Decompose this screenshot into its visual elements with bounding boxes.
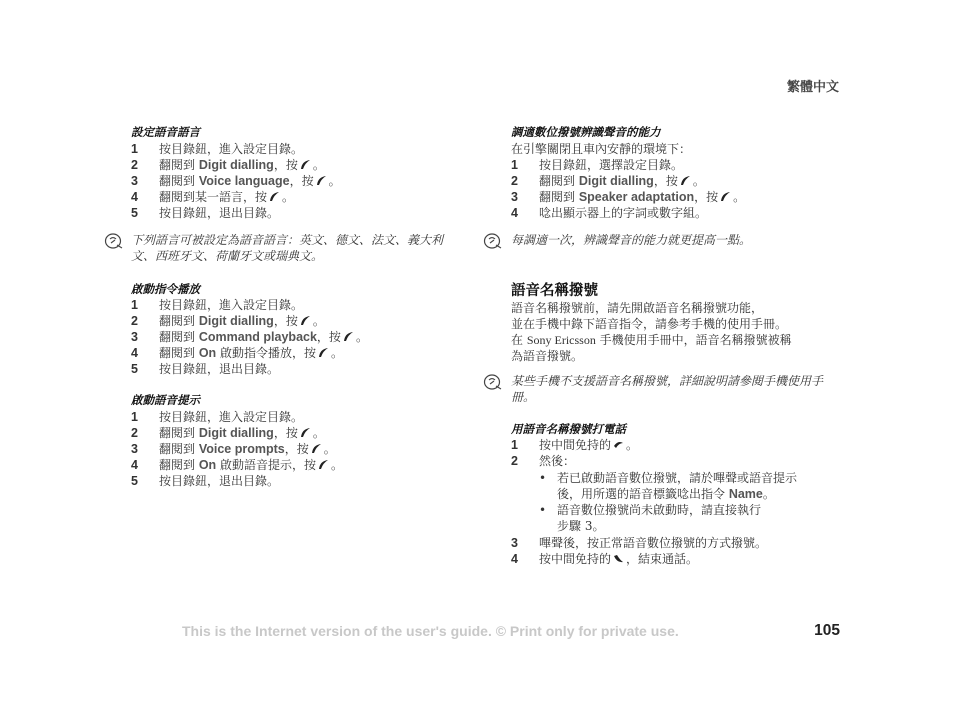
call-key-icon [299, 314, 312, 327]
bullet-item: • 語音數位撥號尚未啟動時，請直接執行 步驟 3。 [539, 503, 762, 533]
step-text: 翻閱到 Digit dialling，按 。 [539, 174, 705, 188]
list-item: 3 嗶聲後，按正常語音數位撥號的方式撥號。 [511, 536, 768, 550]
section-title-command-playback: 啟動指令播放 [131, 282, 200, 296]
section-title-voice-name-dialling: 語音名稱撥號 [511, 283, 598, 299]
section-title-voice-language: 設定語音語言 [131, 125, 200, 139]
note-adaptation: 每調適一次，辨識聲音的能力就更提高一點。 [511, 233, 752, 247]
step-number: 2 [511, 174, 518, 188]
voice-dial-para-line2: 並在手機中錄下語音指令，請參考手機的使用手冊。 [511, 317, 788, 331]
step-number: 3 [131, 330, 138, 344]
step-number: 5 [131, 206, 138, 220]
voice-dial-para-line1: 語音名稱撥號前，請先開啟語音名稱撥號功能， [511, 301, 764, 315]
end-call-icon [612, 552, 625, 565]
step-text: 按目錄鈕，退出目錄。 [159, 206, 280, 220]
list-item: 2 然後： [511, 454, 576, 468]
step-text: 翻閱到 Digit dialling，按 。 [159, 158, 325, 172]
note-languages: 下列語言可被設定為語音語言：英文、德文、法文、義大利文、西班牙文、荷蘭牙文或瑞典文。 [131, 233, 444, 263]
step-number: 2 [131, 314, 138, 328]
step-text: 按目錄鈕，進入設定目錄。 [159, 142, 304, 156]
step-number: 2 [131, 426, 138, 440]
step-text: 按目錄鈕，退出目錄。 [159, 474, 280, 488]
call-key-icon [317, 458, 330, 471]
intro-quiet-environment: 在引擎關閉且車內安靜的環境下： [511, 142, 692, 156]
list-item: 1 按中間免持的 。 [511, 438, 639, 452]
step-number: 5 [131, 362, 138, 376]
step-text: 翻閱到某一語言，按 。 [159, 190, 295, 204]
step-number: 3 [131, 442, 138, 456]
step-number: 2 [131, 158, 138, 172]
step-number: 1 [511, 158, 518, 172]
step-text: 翻閱到 Voice language，按 。 [159, 174, 341, 188]
step-text: 翻閱到 Command playback，按 。 [159, 330, 368, 344]
step-number: 3 [131, 174, 138, 188]
handsfree-icon [612, 438, 625, 451]
step-text: 按目錄鈕，進入設定目錄。 [159, 298, 304, 312]
step-text: 按目錄鈕，選擇設定目錄。 [539, 158, 684, 172]
step-number: 4 [131, 346, 138, 360]
section-title-voice-prompts: 啟動語音提示 [131, 393, 200, 407]
list-item: 4 按中間免持的 ，結束通話。 [511, 552, 699, 566]
call-key-icon [299, 426, 312, 439]
step-number: 4 [131, 190, 138, 204]
step-text: 翻閱到 Digit dialling，按 。 [159, 314, 325, 328]
call-key-icon [315, 174, 328, 187]
page-number: 105 [814, 622, 840, 639]
step-number: 4 [511, 206, 518, 220]
call-key-icon [342, 330, 355, 343]
call-key-icon [268, 190, 281, 203]
step-text: 翻閱到 On 啟動語音提示，按 。 [159, 458, 344, 472]
step-text: 按目錄鈕，進入設定目錄。 [159, 410, 304, 424]
step-text: 翻閱到 Digit dialling，按 。 [159, 426, 325, 440]
step-number: 1 [131, 410, 138, 424]
step-number: 1 [131, 142, 138, 156]
step-text: 唸出顯示器上的字詞或數字組。 [539, 206, 708, 220]
bullet-item: • 若已啟動語音數位撥號，請於嗶聲或語音提示 後，用所選的語音標籤唸出指令 Name。 [539, 471, 798, 501]
call-key-icon [679, 174, 692, 187]
step-text: 翻閱到 On 啟動指令播放，按 。 [159, 346, 344, 360]
step-text: 翻閱到 Speaker adaptation，按 。 [539, 190, 746, 204]
step-text: 翻閱到 Voice prompts，按 。 [159, 442, 336, 456]
step-number: 1 [131, 298, 138, 312]
note-icon [104, 232, 124, 250]
footer-notice: This is the Internet version of the user's guide. © Print only for private use. [182, 623, 679, 639]
section-title-speaker-adaptation: 調適數位撥號辨識聲音的能力 [511, 125, 661, 139]
voice-dial-para-line4: 為語音撥號。 [511, 349, 584, 363]
note-not-supported: 某些手機不支援語音名稱撥號，詳細說明請參閱手機使用手冊。 [511, 374, 824, 404]
note-icon [483, 373, 503, 391]
call-key-icon [317, 346, 330, 359]
call-key-icon [310, 442, 323, 455]
step-number: 3 [511, 190, 518, 204]
call-key-icon [299, 158, 312, 171]
step-number: 4 [131, 458, 138, 472]
step-number: 5 [131, 474, 138, 488]
step-text: 按目錄鈕，退出目錄。 [159, 362, 280, 376]
header-language: 繁體中文 [786, 80, 839, 95]
section-title-call-by-voice-name: 用語音名稱撥號打電話 [511, 422, 626, 436]
voice-dial-para-line3: 在 Sony Ericsson 手機使用手冊中，語音名稱撥號被稱 [511, 333, 792, 347]
call-key-icon [719, 190, 732, 203]
note-icon [483, 232, 503, 250]
